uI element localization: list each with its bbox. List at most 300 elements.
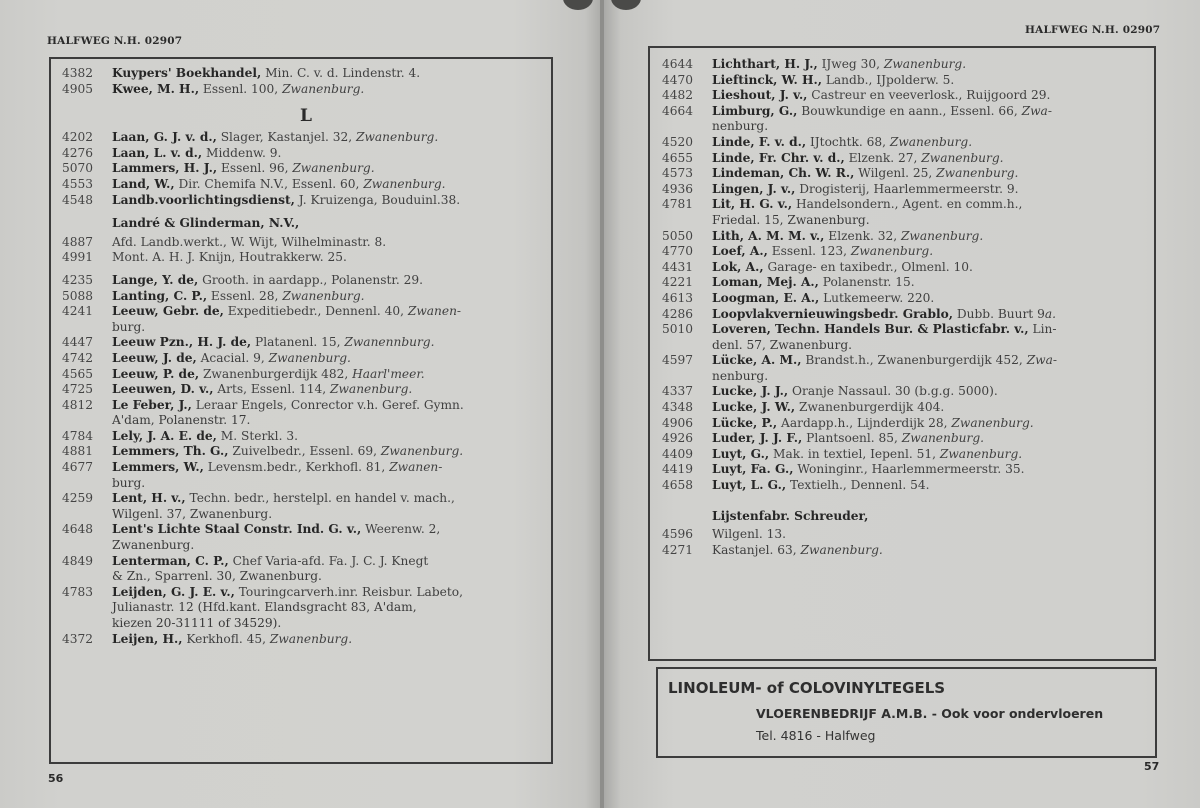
entry-details: Levensm.bedr., Kerkhofl. 81, xyxy=(203,460,390,475)
entry-place: Zwanenburg. xyxy=(951,415,1034,430)
listing-entry xyxy=(62,335,550,351)
entry-details: Zwanenburgerdijk 482, xyxy=(199,366,353,381)
listing-right xyxy=(662,57,1150,558)
entry-text xyxy=(712,104,1150,120)
listing-entry xyxy=(62,522,550,538)
entry-name: Lith, A. M. M. v., xyxy=(712,228,825,243)
entry-details: Kerkhofl. 45, xyxy=(182,631,270,646)
listing-entry xyxy=(662,291,1150,307)
listing-entry xyxy=(662,73,1150,89)
entry-name: Leeuwen, D. v., xyxy=(112,382,214,397)
phone-number: 4905 xyxy=(62,81,94,96)
phone-number: 4936 xyxy=(662,181,694,196)
phone-number: 4613 xyxy=(662,290,694,305)
entry-details: Landb., IJpolderw. 5. xyxy=(821,72,955,87)
listing-entry xyxy=(62,250,550,266)
entry-place: Zwanenburg. xyxy=(282,81,365,96)
listing-entry xyxy=(62,585,550,601)
entry-name: Lucke, J. J., xyxy=(712,384,789,399)
entry-name: Kwee, M. H., xyxy=(112,81,200,96)
entry-details: Weerenw. 2, xyxy=(361,522,441,537)
entry-name: Lingen, J. v., xyxy=(712,181,796,196)
phone-number: 4409 xyxy=(662,446,694,461)
phone-number: 4770 xyxy=(662,244,694,259)
entry-name: Lieftinck, W. H., xyxy=(712,72,822,87)
phone-number: 5050 xyxy=(662,228,694,243)
phone-number: 4658 xyxy=(662,478,694,493)
listing-entry xyxy=(62,235,550,251)
phone-number: 4991 xyxy=(62,250,94,265)
entry-place: Zwa- xyxy=(1026,353,1057,368)
entry-text xyxy=(112,554,550,570)
entry-name: Luyt, L. G., xyxy=(712,478,787,493)
entry-continuation: kiezen 20-31111 of 34529). xyxy=(112,616,282,630)
phone-number: 4259 xyxy=(62,491,94,506)
phone-number: 4725 xyxy=(62,382,94,397)
entry-place: Zwa- xyxy=(1021,103,1052,118)
phone-number: 4348 xyxy=(662,400,694,415)
entry-continuation: A'dam, Polanenstr. 17. xyxy=(112,413,251,428)
entry-text xyxy=(712,182,1150,198)
entry-details: Grooth. in aardapp., Polanenstr. 29. xyxy=(198,272,423,287)
entry-continuation: Julianastr. 12 (Hfd.kant. Elandsgracht 83, A'dam, xyxy=(112,600,417,615)
phone-number: 4447 xyxy=(62,335,94,350)
entry-details: Essenl. 123, xyxy=(767,244,851,259)
entry-text xyxy=(712,88,1150,104)
entry-details: Essenl. 96, xyxy=(217,161,293,176)
entry-details: J. Kruizenga, Bouduinl.38. xyxy=(294,192,461,207)
entry-place: Zwanenburg. xyxy=(889,134,973,149)
listing-entry xyxy=(662,431,1150,447)
entry-name: Loogman, E. A., xyxy=(712,290,820,305)
entry-text xyxy=(712,447,1150,463)
entry-details: Touringcarverh.inr. Reisbur. Labeto, xyxy=(234,584,463,599)
entry-text xyxy=(112,522,550,538)
entry-text xyxy=(112,460,550,476)
entry-continuation: Wilgenl. 37, Zwanenburg. xyxy=(112,506,273,521)
entry-details: Lutkemeerw. 220. xyxy=(819,290,935,305)
entry-text xyxy=(712,151,1150,167)
entry-text xyxy=(112,398,550,414)
phone-number: 4783 xyxy=(62,584,94,599)
phone-number: 4419 xyxy=(662,462,694,477)
entry-details: Polanenstr. 15. xyxy=(818,275,915,290)
entry-text xyxy=(712,229,1150,245)
entry-text xyxy=(712,543,1150,559)
phone-number: 4926 xyxy=(662,431,694,446)
entry-text xyxy=(712,400,1150,416)
phone-number: 4781 xyxy=(662,197,694,212)
entry-details: Expeditiebedr., Dennenl. 40, xyxy=(223,304,408,319)
section-letter: L xyxy=(300,106,312,127)
phone-number: 4597 xyxy=(662,353,694,368)
phone-number: 4235 xyxy=(62,272,94,287)
entry-name: Limburg, G., xyxy=(712,103,798,118)
listing-entry xyxy=(662,543,1150,559)
entry-details: M. Sterkl. 3. xyxy=(216,428,298,443)
entry-continuation: burg. xyxy=(112,319,146,334)
entry-details: Min. C. v. d. Lindenstr. 4. xyxy=(261,66,421,80)
phone-number: 4470 xyxy=(662,72,694,87)
entry-text xyxy=(112,177,550,193)
entry-text xyxy=(712,275,1150,291)
entry-name: Loman, Mej. A., xyxy=(712,275,819,290)
entry-name: Lammers, H. J., xyxy=(112,161,218,176)
phone-number: 5010 xyxy=(662,322,694,337)
group-title: Lijstenfabr. Schreuder, xyxy=(712,508,869,523)
listing-entry xyxy=(662,322,1150,338)
phone-number: 4276 xyxy=(62,145,94,160)
entry-text xyxy=(712,431,1150,447)
entry-details: Chef Varia-afd. Fa. J. C. J. Knegt xyxy=(228,553,429,568)
listing-entry xyxy=(662,478,1150,494)
phone-number: 4565 xyxy=(62,366,94,381)
entry-details: Bouwkundige en aann., Essenl. 66, xyxy=(797,103,1022,118)
entry-text xyxy=(712,307,1150,323)
entry-place: Zwanen- xyxy=(407,304,462,319)
listing-entry xyxy=(662,275,1150,291)
entry-text xyxy=(112,235,550,251)
listing-entry xyxy=(62,304,550,320)
entry-details: Elzenk. 27, xyxy=(844,150,922,165)
entry-details: Acacial. 9, xyxy=(196,350,269,365)
entry-text xyxy=(112,304,550,320)
entry-place: Zwanenburg. xyxy=(356,130,439,145)
phone-number: 4431 xyxy=(662,259,694,274)
advertisement-box xyxy=(656,667,1157,758)
phone-number: 4241 xyxy=(62,304,94,319)
entry-details: Leraar Engels, Conrector v.h. Geref. Gymn. xyxy=(191,397,464,412)
phone-number: 4372 xyxy=(62,631,94,646)
listing-entry xyxy=(662,57,1150,73)
entry-text xyxy=(112,130,550,146)
listing-entry xyxy=(62,429,550,445)
phone-number: 4548 xyxy=(62,192,94,207)
entry-name: Lemmers, Th. G., xyxy=(112,444,229,459)
entry-details: Elzenk. 32, xyxy=(824,228,901,243)
listing-entry xyxy=(62,398,550,414)
listing-entry xyxy=(62,460,550,476)
entry-name: Lok, A., xyxy=(712,259,764,274)
entry-text xyxy=(712,384,1150,400)
phone-number: 4655 xyxy=(662,150,694,165)
entry-place: Zwanenburg. xyxy=(850,244,934,259)
entry-name: Lichthart, H. J., xyxy=(712,57,818,71)
phone-number: 4573 xyxy=(662,166,694,181)
ad-phone: Tel. 4816 - Halfweg xyxy=(756,728,876,743)
entry-details: Aardapp.h., Lijnderdijk 28, xyxy=(777,415,952,430)
listing-entry xyxy=(62,193,550,209)
entry-text xyxy=(112,491,550,507)
entry-text xyxy=(112,273,550,289)
entry-name: Lange, Y. de, xyxy=(112,272,199,287)
listing-entry xyxy=(62,82,550,98)
group-title: Landré & Glinderman, N.V., xyxy=(112,216,300,231)
listing-entry xyxy=(62,177,550,193)
entry-text xyxy=(112,193,550,209)
listing-entry xyxy=(662,229,1150,245)
entry-text xyxy=(112,250,550,266)
entry-details: Textielh., Dennenl. 54. xyxy=(786,478,930,493)
entry-details: IJtochtk. 68, xyxy=(806,134,890,149)
entry-details: Brandst.h., Zwanenburgerdijk 452, xyxy=(801,353,1027,368)
listing-entry xyxy=(62,161,550,177)
entry-text xyxy=(112,367,550,383)
listing-entry xyxy=(62,273,550,289)
entry-details: Essenl. 28, xyxy=(207,288,283,303)
entry-name: Laan, G. J. v. d., xyxy=(112,130,217,145)
entry-text xyxy=(712,478,1150,494)
entry-details: Castreur en veeverlosk., Ruijgoord 29. xyxy=(807,88,1051,103)
phone-number: 4742 xyxy=(62,350,94,365)
entry-details: Plantsoenl. 85, xyxy=(802,431,902,446)
entry-details: Lin- xyxy=(1028,322,1057,337)
listing-entry xyxy=(62,491,550,507)
entry-place: Zwanenburg. xyxy=(901,431,985,446)
entry-details: Kastanjel. 63, xyxy=(712,542,801,557)
entry-text xyxy=(112,82,550,98)
phone-number: 4887 xyxy=(62,234,94,249)
entry-name: Landb.voorlichtingsdienst, xyxy=(112,192,295,207)
entry-details: Dir. Chemifa N.V., Essenl. 60, xyxy=(174,176,364,191)
phone-number: 4382 xyxy=(62,66,94,80)
entry-place: Zwanenburg. xyxy=(269,631,353,646)
entry-text xyxy=(112,429,550,445)
entry-name: Loopvlakvernieuwingsbedr. Grablo, xyxy=(712,306,953,321)
listing-entry xyxy=(662,353,1150,369)
entry-text xyxy=(112,444,550,460)
entry-name: Land, W., xyxy=(112,176,175,191)
entry-text xyxy=(712,353,1150,369)
ad-company: VLOERENBEDRIJF A.M.B. - Ook voor ondervloeren xyxy=(756,706,1104,721)
entry-text xyxy=(112,585,550,601)
entry-details: Woninginr., Haarlemmermeerstr. 35. xyxy=(793,462,1025,477)
phone-number: 4520 xyxy=(662,134,694,149)
entry-name: Lieshout, J. v., xyxy=(712,88,808,103)
listing-entry xyxy=(662,260,1150,276)
spacer xyxy=(62,266,550,273)
entry-details: Slager, Kastanjel. 32, xyxy=(216,130,356,145)
listing-left xyxy=(62,66,550,647)
phone-number: 5088 xyxy=(62,288,94,303)
entry-continuation: Friedal. 15, Zwanenburg. xyxy=(712,212,870,227)
entry-name: Luyt, Fa. G., xyxy=(712,462,794,477)
entry-text xyxy=(712,527,1150,543)
page-header-left: HALFWEG N.H. 02907 xyxy=(47,35,183,47)
phone-number: 4677 xyxy=(62,460,94,475)
entry-text xyxy=(112,632,550,648)
spacer xyxy=(662,494,1150,501)
entry-text xyxy=(712,197,1150,213)
entry-details: Handelsondern., Agent. en comm.h., xyxy=(792,197,1023,212)
phone-number: 4812 xyxy=(62,397,94,412)
entry-details: Garage- en taxibedr., Olmenl. 10. xyxy=(763,259,973,274)
entry-name: Lücke, P., xyxy=(712,415,778,430)
entry-name: Linde, Fr. Chr. v. d., xyxy=(712,150,845,165)
phone-number: 4482 xyxy=(662,88,694,103)
listing-entry xyxy=(62,367,550,383)
listing-entry xyxy=(662,527,1150,543)
entry-name: Luyt, G., xyxy=(712,446,770,461)
listing-entry xyxy=(662,384,1150,400)
entry-place: Zwanennburg. xyxy=(344,335,435,350)
entry-name: Leeuw, P. de, xyxy=(112,366,200,381)
listing-entry xyxy=(662,462,1150,478)
entry-place: Zwanenburg. xyxy=(330,382,413,397)
entry-text xyxy=(112,146,550,162)
entry-details: Platanenl. 15, xyxy=(251,335,345,350)
entry-place: Zwanenburg. xyxy=(282,288,365,303)
entry-details: Drogisterij, Haarlemmermeerstr. 9. xyxy=(795,181,1019,196)
entry-text xyxy=(712,322,1150,338)
entry-details: Essenl. 100, xyxy=(199,81,283,96)
phone-number: 4553 xyxy=(62,176,94,191)
listing-entry xyxy=(62,632,550,648)
entry-continuation: & Zn., Sparrenl. 30, Zwanenburg. xyxy=(112,569,322,584)
listing-entry xyxy=(662,197,1150,213)
entry-place: Zwanenburg. xyxy=(936,166,1019,181)
entry-details: Afd. Landb.werkt., W. Wijt, Wilhelminastr. 8. xyxy=(112,234,387,249)
book-spine xyxy=(600,0,604,808)
entry-name: Laan, L. v. d., xyxy=(112,145,203,160)
entry-name: Le Feber, J., xyxy=(112,397,192,412)
listing-entry xyxy=(662,104,1150,120)
entry-place: a. xyxy=(1044,306,1056,321)
entry-name: Linde, F. v. d., xyxy=(712,134,807,149)
entry-details: Arts, Essenl. 114, xyxy=(213,382,331,397)
phone-number: 4648 xyxy=(62,522,94,537)
entry-name: Lent, H. v., xyxy=(112,491,186,506)
entry-details: Dubb. Buurt 9 xyxy=(952,306,1045,321)
entry-text xyxy=(712,135,1150,151)
listing-entry xyxy=(662,182,1150,198)
entry-place: Zwanen- xyxy=(389,460,443,475)
entry-name: Leeuw Pzn., H. J. de, xyxy=(112,335,252,350)
entry-name: Leijen, H., xyxy=(112,631,183,646)
entry-place: Zwanenburg. xyxy=(800,542,883,557)
entry-name: Leeuw, Gebr. de, xyxy=(112,304,224,319)
listing-entry xyxy=(662,244,1150,260)
entry-text xyxy=(712,57,1150,73)
entry-name: Lanting, C. P., xyxy=(112,288,208,303)
listing-entry xyxy=(62,130,550,146)
page-header-right: HALFWEG N.H. 02907 xyxy=(1025,24,1161,36)
phone-number: 4596 xyxy=(662,527,694,542)
entry-name: Lucke, J. W., xyxy=(712,400,796,415)
entry-text xyxy=(112,289,550,305)
entry-text xyxy=(712,260,1150,276)
listing-entry xyxy=(662,416,1150,432)
entry-name: Lindeman, Ch. W. R., xyxy=(712,166,855,181)
entry-name: Kuypers' Boekhandel, xyxy=(112,66,262,80)
listing-entry xyxy=(62,382,550,398)
entry-continuation: Zwanenburg. xyxy=(112,538,195,553)
listing-entry xyxy=(662,400,1150,416)
entry-text xyxy=(712,416,1150,432)
ad-headline: LINOLEUM- of COLOVINYLTEGELS xyxy=(668,679,946,697)
entry-continuation: nenburg. xyxy=(712,368,769,383)
phone-number: 5070 xyxy=(62,161,94,176)
entry-text xyxy=(712,462,1150,478)
entry-name: Lemmers, W., xyxy=(112,460,204,475)
page-number-right: 57 xyxy=(1144,760,1160,773)
page-number-left: 56 xyxy=(48,772,64,785)
entry-text xyxy=(712,291,1150,307)
entry-details: Zuivelbedr., Essenl. 69, xyxy=(228,444,381,459)
entry-name: Leijden, G. J. E. v., xyxy=(112,584,235,599)
phone-number: 4286 xyxy=(662,306,694,321)
entry-details: Wilgenl. 13. xyxy=(712,527,786,542)
listing-entry xyxy=(662,307,1150,323)
entry-name: Lely, J. A. E. de, xyxy=(112,428,217,443)
entry-place: Haarl'meer. xyxy=(352,366,425,381)
listing-entry xyxy=(62,66,550,82)
listing-entry xyxy=(662,166,1150,182)
phone-number: 4849 xyxy=(62,553,94,568)
entry-text xyxy=(712,73,1150,89)
entry-name: Leeuw, J. de, xyxy=(112,350,197,365)
entry-name: Lent's Lichte Staal Constr. Ind. G. v., xyxy=(112,522,362,537)
listing-entry xyxy=(62,289,550,305)
entry-name: Lenterman, C. P., xyxy=(112,553,229,568)
entry-details: Mak. in textiel, Iepenl. 51, xyxy=(769,446,940,461)
phone-number: 4202 xyxy=(62,130,94,145)
entry-details: Wilgenl. 25, xyxy=(854,166,937,181)
phone-number: 4881 xyxy=(62,444,94,459)
entry-text xyxy=(112,161,550,177)
entry-place: Zwanenburg. xyxy=(900,228,984,243)
entry-place: Zwanenburg. xyxy=(939,446,1023,461)
listing-entry xyxy=(62,444,550,460)
entry-text xyxy=(712,244,1150,260)
listing-entry xyxy=(662,88,1150,104)
entry-text xyxy=(712,166,1150,182)
entry-place: Zwanenburg. xyxy=(921,150,1004,165)
listing-entry xyxy=(662,151,1150,167)
entry-details: Techn. bedr., herstelpl. en handel v. mach., xyxy=(185,491,455,506)
entry-name: Lücke, A. M., xyxy=(712,353,802,368)
entry-details: Zwanenburgerdijk 404. xyxy=(795,400,945,415)
entry-name: Loveren, Techn. Handels Bur. & Plasticfabr. v., xyxy=(712,322,1029,337)
entry-place: Zwanenburg. xyxy=(268,350,351,365)
entry-text xyxy=(112,382,550,398)
entry-place: Zwanenburg. xyxy=(883,57,967,71)
entry-name: Lit, H. G. v., xyxy=(712,197,793,212)
entry-place: Zwanenburg. xyxy=(380,444,464,459)
entry-text xyxy=(112,66,550,82)
phone-number: 4337 xyxy=(662,384,694,399)
phone-number: 4784 xyxy=(62,428,94,443)
entry-place: Zwanenburg. xyxy=(292,161,375,176)
listing-entry xyxy=(62,554,550,570)
entry-continuation: nenburg. xyxy=(712,119,769,134)
entry-details: Oranje Nassaul. 30 (b.g.g. 5000). xyxy=(788,384,998,399)
entry-name: Luder, J. J. F., xyxy=(712,431,803,446)
phone-number: 4221 xyxy=(662,275,694,290)
listing-entry xyxy=(662,135,1150,151)
entry-text xyxy=(112,351,550,367)
entry-text xyxy=(112,335,550,351)
phone-number: 4664 xyxy=(662,103,694,118)
listing-entry xyxy=(62,351,550,367)
entry-details: IJweg 30, xyxy=(817,57,884,71)
entry-place: Zwanenburg. xyxy=(363,176,446,191)
entry-details: Middenw. 9. xyxy=(202,145,282,160)
phone-number: 4644 xyxy=(662,57,694,71)
entry-continuation: denl. 57, Zwanenburg. xyxy=(712,337,852,352)
listing-entry xyxy=(62,146,550,162)
listing-entry xyxy=(662,447,1150,463)
